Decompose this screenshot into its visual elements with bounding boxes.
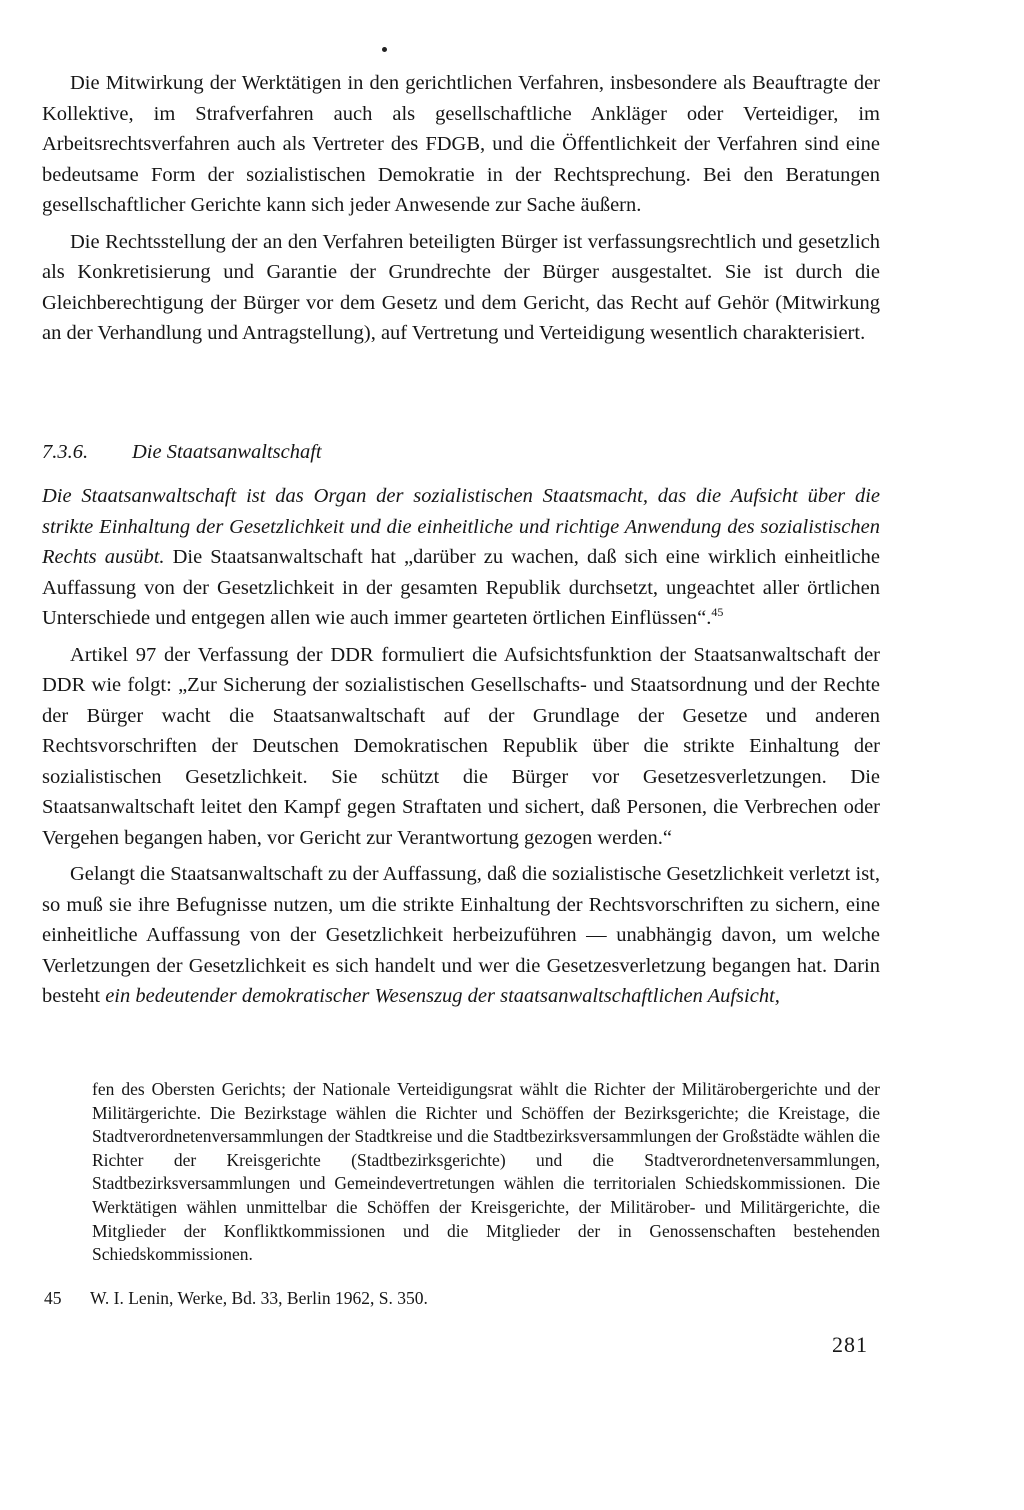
footnote-number: 45 [44,1288,62,1308]
paragraph-article-97: Artikel 97 der Verfassung der DDR formuliert die Aufsichtsfunktion der Staatsanwaltschaft der DDR wie folgt: „Zur Sicherung der sozialistischen Gesellschafts- und Staatsordnung und der Rechte der Bürger wacht die Staatsanwaltschaft auf der Grundlage der Gesetze und anderen Rechtsvorschriften der Deutschen Demokratischen Republik über die strikte Einhaltung der sozialistischen Gesetzlichkeit. Sie schützt die Bürger vor Gesetzesverletzungen. Die Staatsanwaltschaft leitet den Kampf gegen Straftaten und sichert, daß Personen, die Verbrechen oder Vergehen begangen haben, vor Gericht zur Verantwortung gezogen werden.“ [42,643,880,849]
footnote-45 [44,1286,880,1310]
supervision-italic: ein bedeutender demokratischer Wesenszug der staatsanwaltschaftlichen Aufsicht, [105,985,780,1007]
definition-italic: Die Staatsanwaltschaft ist das Organ der sozialistischen Staatsmacht, das die Aufsicht über die strikte Einhaltung der Gesetzlichkeit und die einheitliche und richtige Anwendung des sozialistischen Rechts ausübt. [42,485,880,568]
footnote-continuation [92,1078,880,1267]
footnote-ref-45: 45 [711,605,724,619]
section-text [42,481,880,1012]
section-heading [42,437,880,467]
supervision-text: Gelangt die Staatsanwaltschaft zu der Auffassung, daß die sozialistische Gesetzlichkeit verletzt ist, so muß sie ihre Befugnisse nutzen, um die strikte Einhaltung der Rechtsvorschriften zu sichern, eine einheitliche Auffassung von der Gesetzlichkeit herbeizuführen — unabhängig davon, um welche Verletzungen der Gesetzlichkeit es sich handelt und wer die Gesetzesverletzung begangen hat. Darin besteht [42,863,880,1007]
print-mark [382,47,387,52]
intro-text [42,68,880,349]
section-title: Die Staatsanwaltschaft [132,441,322,463]
definition-quote: Die Staatsanwaltschaft hat „darüber zu wachen, daß sich eine wirklich einheitliche Auffassung von der Gesetzlichkeit in der gesamten Republik durchsetzt, ungeachtet aller örtlichen Unterschiede und entgegen allen wie auch immer gearteten örtlichen Einflüssen“. [42,546,880,629]
paragraph-definition [42,481,880,634]
paragraph-participation: Die Mitwirkung der Werktätigen in den gerichtlichen Verfahren, insbesondere als Beauftragte der Kollektive, im Strafverfahren auch als gesellschaftliche Ankläger oder Verteidiger, im Arbeitsrechtsverfahren auch als Vertreter des FDGB, und die Öffentlichkeit der Verfahren sind eine bedeutsame Form der sozialistischen Demokratie in der Rechtsprechung. Bei den Beratungen gesellschaftlicher Gerichte kann sich jeder Anwesende zur Sache äußern. [42,72,880,216]
paragraph-supervision [42,859,880,1012]
page-number: 281 [832,1332,868,1357]
footnote-continuation-text: fen des Obersten Gerichts; der Nationale Verteidigungsrat wählt die Richter der Militärobergerichte und der Militärgerichte. Die Bezirkstage wählen die Richter und Schöffen der Bezirksgerichte; die Kreistage, die Stadtverordnetenversammlungen der Stadtkreise und die Stadtbezirksversammlungen der Großstädte wählen die Richter der Kreisgerichte (Stadtbezirksgerichte) und die Stadtverordnetenversammlungen, Stadtbezirksversammlungen und Gemeindevertretungen wählen die territorialen Schiedskommissionen. Die Werktätigen wählen unmittelbar die Schöffen der Kreisgerichte, der Militärober- und Militärgerichte, die Mitglieder der Konfliktkommissionen und die Mitglieder der in Genossenschaften bestehenden Schiedskommissionen. [92,1079,880,1265]
footnote-text: W. I. Lenin, Werke, Bd. 33, Berlin 1962, S. 350. [90,1288,428,1308]
paragraph-legal-status: Die Rechtsstellung der an den Verfahren beteiligten Bürger ist verfassungsrechtlich und gesetzlich als Konkretisierung und Garantie der Grundrechte der Bürger ausgestaltet. Sie ist durch die Gleichberechtigung der Bürger vor dem Gesetz und dem Gericht, das Recht auf Gehör (Mitwirkung an der Verhandlung und Antragstellung), auf Vertretung und Verteidigung wesentlich charakterisiert. [42,230,880,344]
section-number: 7.3.6. [42,441,89,463]
